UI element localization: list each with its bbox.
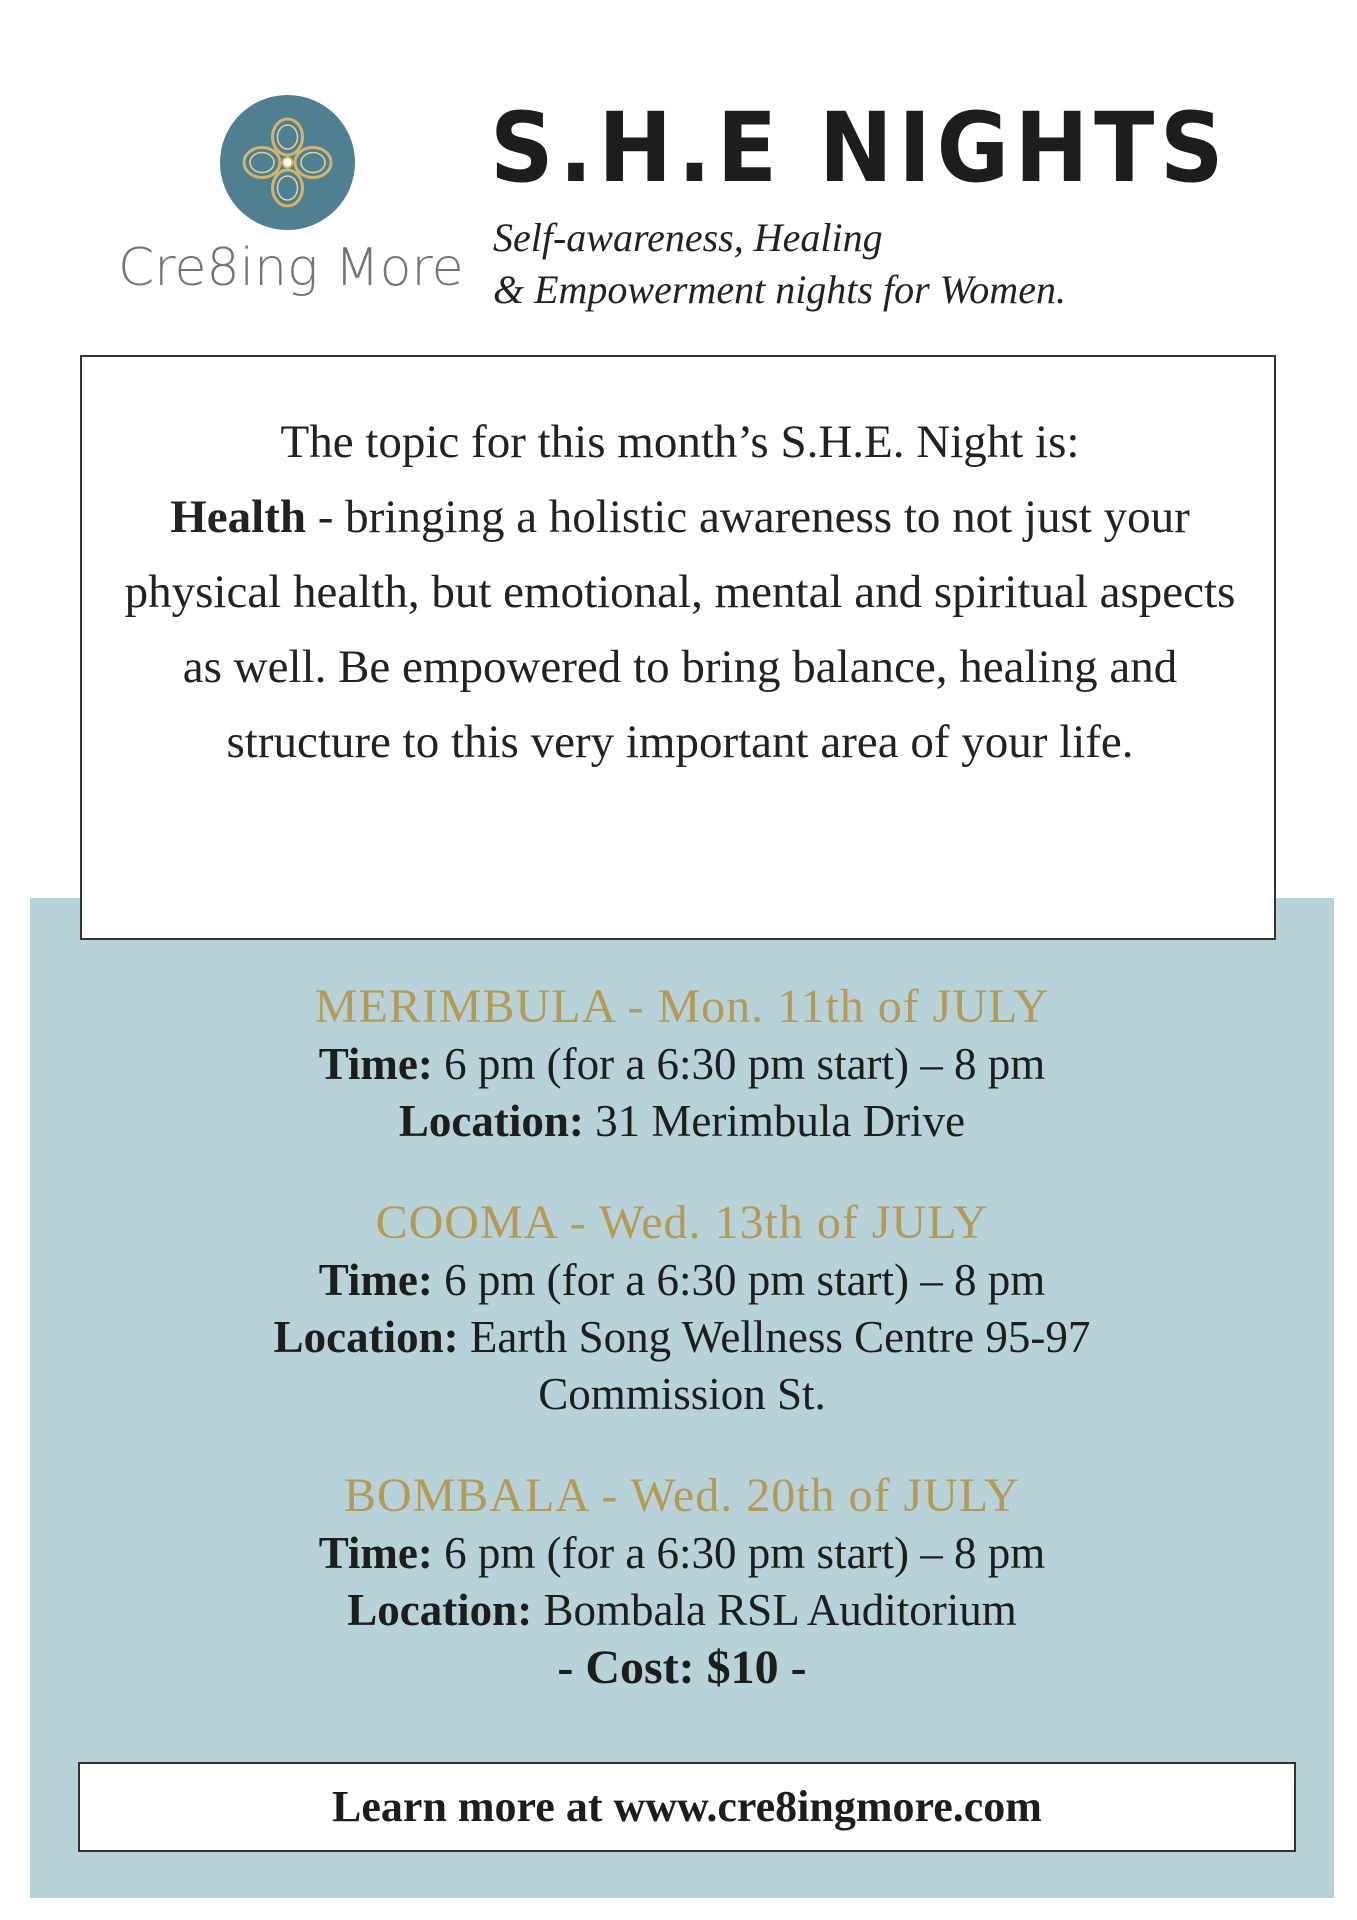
website-link-text[interactable]: Learn more at www.cre8ingmore.com [332, 1782, 1042, 1831]
topic-text [122, 405, 1238, 780]
time-label: Time: [318, 1039, 433, 1089]
page-subtitle [493, 212, 1066, 316]
event-bombala [30, 1467, 1334, 1639]
cost-text: - Cost: $10 - [557, 1641, 807, 1694]
time-value: 6 pm (for a 6:30 pm start) – 8 pm [444, 1528, 1046, 1578]
topic-box [80, 355, 1276, 940]
time-label: Time: [318, 1255, 433, 1305]
footer-box [78, 1762, 1296, 1852]
event-heading: BOMBALA - Wed. 20th of JULY [343, 1469, 1021, 1522]
topic-description: - bringing a holistic awareness to not just your physical health, but emotional, mental and spiritual aspects as well. Be empowered to bring balance, healing and structure to this very important area of your life. [124, 491, 1236, 768]
location-label: Location: [347, 1585, 533, 1635]
location-value: 31 Merimbula Drive [595, 1096, 966, 1146]
event-location [30, 1093, 1334, 1150]
brand-logo [110, 90, 464, 310]
location-value: Bombala RSL Auditorium [543, 1585, 1017, 1635]
event-merimbula [30, 978, 1334, 1150]
event-time [30, 1525, 1334, 1582]
time-label: Time: [318, 1528, 433, 1578]
four-petal-flower-icon [220, 95, 355, 230]
subtitle-line-1: Self-awareness, Healing [493, 215, 883, 260]
event-time [30, 1036, 1334, 1093]
event-location [30, 1582, 1334, 1639]
time-value: 6 pm (for a 6:30 pm start) – 8 pm [444, 1255, 1046, 1305]
subtitle-line-2: & Empowerment nights for Women. [493, 267, 1066, 312]
topic-intro: The topic for this month’s S.H.E. Night is: [280, 416, 1080, 468]
event-time [30, 1252, 1334, 1309]
location-label: Location: [398, 1096, 584, 1146]
event-heading: MERIMBULA - Mon. 11th of JULY [314, 980, 1050, 1033]
event-list [30, 978, 1334, 1683]
event-cooma [30, 1194, 1334, 1423]
location-value: Earth Song Wellness Centre 95-97 Commission St. [469, 1312, 1091, 1419]
brand-name: Cre8ing More [118, 238, 464, 298]
topic-keyword: Health [170, 491, 307, 543]
event-location [30, 1309, 1334, 1423]
event-heading: COOMA - Wed. 13th of JULY [375, 1196, 989, 1249]
time-value: 6 pm (for a 6:30 pm start) – 8 pm [444, 1039, 1046, 1089]
page-title: S.H.E NIGHTS [490, 92, 1229, 204]
location-label: Location: [273, 1312, 459, 1362]
logo-circle [220, 95, 355, 230]
